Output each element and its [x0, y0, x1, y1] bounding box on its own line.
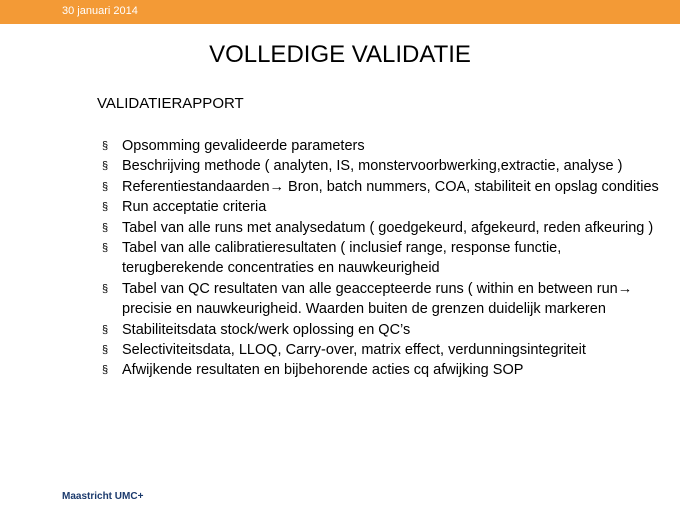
bullet-marker-icon: §: [102, 323, 109, 336]
bullet-marker-icon: §: [102, 201, 109, 214]
bullet-marker-icon: §: [102, 282, 109, 295]
bullet-list: [102, 136, 662, 381]
bullet-item: [102, 360, 662, 380]
bullet-text: Opsomming gevalideerde parameters: [122, 138, 365, 154]
maastricht-umc-logo: Maastricht UMC+: [62, 491, 144, 502]
bullet-item: [102, 238, 662, 279]
bullet-text: Run acceptatie criteria: [122, 199, 267, 216]
bullet-text: Stabiliteitsdata stock/werk oplossing en QC’s: [122, 321, 411, 338]
slide-date: 30 januari 2014: [62, 5, 138, 17]
bullet-marker-icon: §: [102, 160, 109, 173]
bullet-item: [102, 197, 662, 217]
slide-subtitle: VALIDATIERAPPORT: [97, 95, 244, 112]
bullet-item: [102, 156, 662, 176]
bullet-marker-icon: §: [102, 140, 109, 152]
bullet-item: [102, 320, 662, 340]
bullet-text: Tabel van alle calibratieresultaten ( inclusief range, response functie, terugberekende concentraties en nauwkeurigheid: [122, 240, 562, 277]
bullet-marker-icon: §: [102, 344, 109, 357]
bullet-text: Tabel van QC resultaten van alle geaccepteerde runs ( within en between run→ precisie en nauwkeurigheid. Waarden buiten de grenzen duidelijk markeren: [122, 280, 633, 318]
bullet-item: [102, 340, 662, 360]
bullet-marker-icon: §: [102, 242, 109, 255]
bullet-item: [102, 218, 662, 238]
slide-title: VOLLEDIGE VALIDATIE: [209, 41, 471, 68]
bullet-text: Selectiviteitsdata, LLOQ, Carry-over, matrix effect, verdunningsintegriteit: [122, 342, 586, 359]
bullet-marker-icon: §: [102, 180, 109, 193]
bullet-text: Tabel van alle runs met analysedatum ( goedgekeurd, afgekeurd, reden afkeuring ): [122, 219, 654, 236]
bullet-item: [102, 136, 662, 156]
bullet-text: Referentiestandaarden→ Bron, batch nummers, COA, stabiliteit en opslag condities: [122, 178, 659, 195]
bullet-marker-icon: §: [102, 364, 109, 377]
bullet-text: Afwijkende resultaten en bijbehorende acties cq afwijking SOP: [122, 362, 524, 379]
header-bar: [0, 0, 680, 24]
bullet-marker-icon: §: [102, 221, 109, 234]
bullet-text: Beschrijving methode ( analyten, IS, monstervoorbwerking,extractie, analyse ): [122, 158, 623, 175]
bullet-item: [102, 177, 662, 197]
bullet-item: [102, 279, 662, 320]
